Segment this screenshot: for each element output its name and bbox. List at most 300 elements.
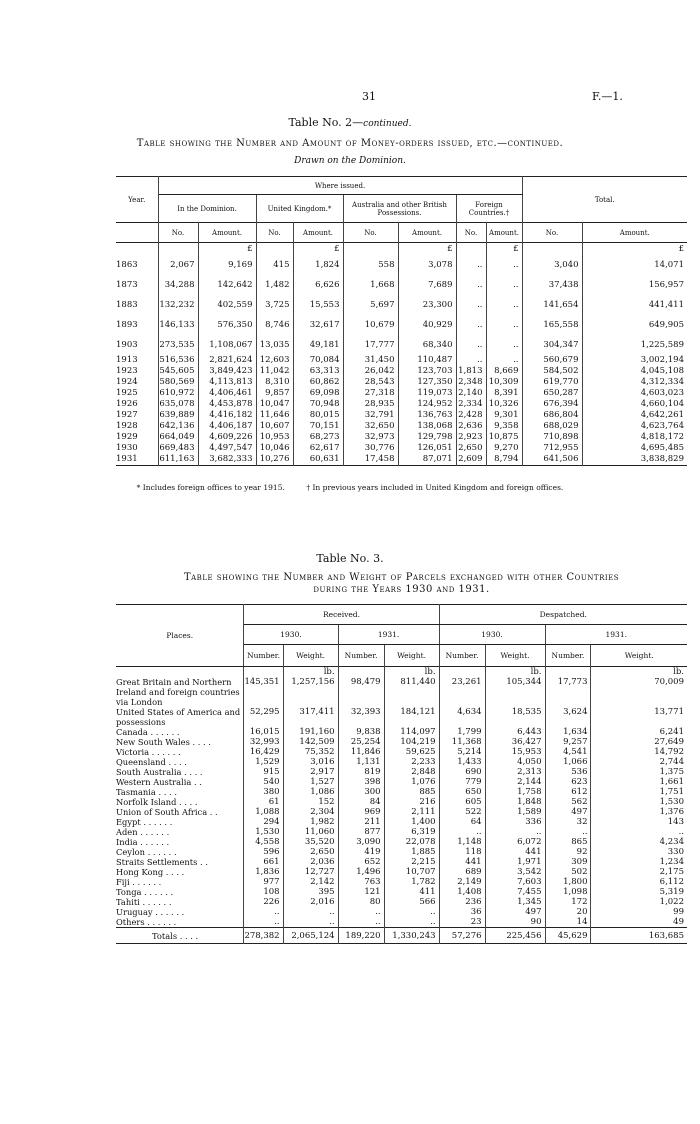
value-cell: 558 xyxy=(343,255,398,275)
value-cell: 2,348 xyxy=(456,377,486,388)
value-cell: 10,046 xyxy=(256,443,293,454)
value-cell: 62,617 xyxy=(293,443,343,454)
value-cell: 300 xyxy=(338,787,384,797)
value-cell: 7,603 xyxy=(485,877,545,887)
value-cell: 1,836 xyxy=(244,867,283,877)
value-cell: 4,642,261 xyxy=(640,410,684,420)
table-row xyxy=(116,787,687,797)
value-cell: 977 xyxy=(244,877,283,887)
table-row xyxy=(116,807,687,817)
value-cell: .. xyxy=(283,907,338,917)
uk-header: United Kingdom.* xyxy=(256,195,343,223)
value-cell: 441 xyxy=(439,857,485,867)
place-cell: Uruguay . . . . . . xyxy=(116,907,244,917)
place-cell: Canada . . . . . . xyxy=(116,727,244,737)
value-cell: 3,002,194 xyxy=(640,355,684,365)
value-cell: 612 xyxy=(545,787,591,797)
value-cell: 4,660,104 xyxy=(640,399,684,409)
pound-sign: £ xyxy=(198,243,256,255)
value-cell: 2,923 xyxy=(456,432,486,443)
value-cell: 969 xyxy=(338,807,384,817)
value-cell: 865 xyxy=(545,837,591,847)
value-cell: 1,234 xyxy=(659,857,684,867)
place-cell: Egypt . . . . . . xyxy=(116,817,244,827)
table-row xyxy=(116,877,687,887)
value-cell: 8,669 xyxy=(486,366,522,377)
value-cell: 686,804 xyxy=(522,410,582,421)
value-cell: 26,042 xyxy=(343,366,398,377)
received-1930-header: 1930. xyxy=(244,625,338,645)
value-cell: 13,771 xyxy=(654,707,684,717)
value-cell: 2,650 xyxy=(283,847,338,857)
value-cell: 1,634 xyxy=(545,727,591,737)
no-header: No. xyxy=(343,223,398,243)
value-cell: 650,287 xyxy=(522,388,582,399)
value-cell: .. xyxy=(456,335,486,355)
value-cell: 14,071 xyxy=(654,259,684,270)
section-reference: F.—1. xyxy=(592,90,623,103)
value-cell: 690 xyxy=(439,767,485,777)
value-cell: 136,763 xyxy=(398,410,456,421)
value-cell: 61 xyxy=(244,797,283,807)
value-cell: 441 xyxy=(485,847,545,857)
table-row xyxy=(116,677,687,707)
table3-subtitle xyxy=(116,572,687,596)
aus-header: Australia and other British Possessions. xyxy=(343,195,456,223)
value-cell: 23,300 xyxy=(398,295,456,315)
no-header: No. xyxy=(522,223,582,243)
value-cell: 502 xyxy=(545,867,591,877)
value-cell: .. xyxy=(485,827,545,837)
value-cell: 2,917 xyxy=(283,767,338,777)
value-cell: 411 xyxy=(384,887,439,897)
value-cell: 395 xyxy=(283,887,338,897)
value-cell: 309 xyxy=(545,857,591,867)
value-cell: 60,862 xyxy=(293,377,343,388)
value-cell: 650 xyxy=(439,787,485,797)
dominion-header: In the Dominion. xyxy=(158,195,256,223)
total-cell: 2,065,124 xyxy=(283,928,338,944)
value-cell: 1,848 xyxy=(485,797,545,807)
value-cell: 664,049 xyxy=(158,432,198,443)
value-cell: 811,440 xyxy=(384,677,439,707)
value-cell: 7,689 xyxy=(398,275,456,295)
weight-header: Weight. xyxy=(283,645,338,667)
value-cell: 2,304 xyxy=(283,807,338,817)
value-cell: 1,782 xyxy=(384,877,439,887)
table-row xyxy=(116,275,687,295)
value-cell: 1,800 xyxy=(545,877,591,887)
value-cell: 4,416,182 xyxy=(198,410,256,421)
value-cell: 191,160 xyxy=(283,727,338,737)
blank-cell xyxy=(456,243,486,255)
table-row xyxy=(116,388,687,399)
table-row xyxy=(116,377,687,388)
table-row xyxy=(116,421,687,432)
value-cell: 11,846 xyxy=(338,747,384,757)
total-cell: 278,382 xyxy=(244,928,283,944)
pound-sign: £ xyxy=(293,243,343,255)
value-cell: 4,113,813 xyxy=(198,377,256,388)
value-cell: 6,319 xyxy=(384,827,439,837)
place-cell: New South Wales . . . . xyxy=(116,737,244,747)
value-cell: 13,035 xyxy=(256,335,293,355)
value-cell: 226 xyxy=(244,897,283,907)
value-cell: 1,375 xyxy=(659,767,684,777)
value-cell: 605 xyxy=(439,797,485,807)
value-cell: 70,084 xyxy=(293,355,343,366)
amount-header: Amount. xyxy=(293,223,343,243)
value-cell: 4,045,108 xyxy=(640,366,684,376)
pound-sign: £ xyxy=(486,243,522,255)
value-cell: 10,047 xyxy=(256,399,293,410)
amount-header: Amount. xyxy=(619,228,650,237)
year-cell: 1903 xyxy=(116,335,158,355)
value-cell: 123,703 xyxy=(398,366,456,377)
value-cell: 31,450 xyxy=(343,355,398,366)
received-header: Received. xyxy=(244,605,439,625)
value-cell: 8,794 xyxy=(486,454,522,466)
value-cell: 2,650 xyxy=(456,443,486,454)
value-cell: 4,050 xyxy=(485,757,545,767)
value-cell: 8,391 xyxy=(486,388,522,399)
blank-cell xyxy=(158,243,198,255)
value-cell: 75,352 xyxy=(283,747,338,757)
value-cell: .. xyxy=(486,315,522,335)
value-cell: 90 xyxy=(485,917,545,928)
blank-cell xyxy=(343,243,398,255)
value-cell: 145,351 xyxy=(244,677,283,707)
value-cell: 580,569 xyxy=(158,377,198,388)
value-cell: 336 xyxy=(485,817,545,827)
value-cell: 596 xyxy=(244,847,283,857)
table-row xyxy=(116,857,687,867)
value-cell: 49 xyxy=(673,917,684,927)
value-cell: 70,009 xyxy=(654,677,684,687)
value-cell: 6,241 xyxy=(659,727,684,737)
value-cell: .. xyxy=(486,255,522,275)
table-row xyxy=(116,747,687,757)
value-cell: 712,955 xyxy=(522,443,582,454)
total-cell: 1,330,243 xyxy=(384,928,439,944)
value-cell: 64 xyxy=(439,817,485,827)
value-cell: 642,136 xyxy=(158,421,198,432)
place-cell: Great Britain and Northern Ireland and foreign countries via London xyxy=(116,677,244,707)
value-cell: 16,429 xyxy=(244,747,283,757)
value-cell: .. xyxy=(456,295,486,315)
value-cell: 819 xyxy=(338,767,384,777)
value-cell: 36 xyxy=(439,907,485,917)
value-cell: 80,015 xyxy=(293,410,343,421)
value-cell: 22,078 xyxy=(384,837,439,847)
value-cell: 6,443 xyxy=(485,727,545,737)
value-cell: 419 xyxy=(338,847,384,857)
value-cell: 126,051 xyxy=(398,443,456,454)
value-cell: 3,682,333 xyxy=(198,454,256,466)
table-row xyxy=(116,355,687,366)
value-cell: 11,042 xyxy=(256,366,293,377)
value-cell: 576,350 xyxy=(198,315,256,335)
place-cell: Tasmania . . . . xyxy=(116,787,244,797)
value-cell: 6,626 xyxy=(293,275,343,295)
value-cell: 10,309 xyxy=(486,377,522,388)
value-cell: 70,151 xyxy=(293,421,343,432)
number-header: Number. xyxy=(545,645,591,667)
value-cell: 63,313 xyxy=(293,366,343,377)
value-cell: 562 xyxy=(545,797,591,807)
value-cell: 10,276 xyxy=(256,454,293,466)
value-cell: 12,603 xyxy=(256,355,293,366)
value-cell: 40,929 xyxy=(398,315,456,335)
money-orders-table xyxy=(116,176,687,466)
value-cell: .. xyxy=(338,907,384,917)
value-cell: 23,261 xyxy=(439,677,485,707)
value-cell: 1,076 xyxy=(384,777,439,787)
value-cell: 14 xyxy=(545,917,591,928)
value-cell: 779 xyxy=(439,777,485,787)
value-cell: 6,112 xyxy=(659,877,684,887)
value-cell: 2,609 xyxy=(456,454,486,466)
year-cell: 1873 xyxy=(116,275,158,295)
value-cell: 1,433 xyxy=(439,757,485,767)
total-cell: 225,456 xyxy=(485,928,545,944)
value-cell: 9,857 xyxy=(256,388,293,399)
value-cell: 1,148 xyxy=(439,837,485,847)
value-cell: 4,818,172 xyxy=(640,432,684,442)
year-cell: 1931 xyxy=(116,454,158,466)
value-cell: 84 xyxy=(338,797,384,807)
value-cell: 4,497,547 xyxy=(198,443,256,454)
weight-header: Weight. xyxy=(624,651,654,660)
value-cell: 5,214 xyxy=(439,747,485,757)
value-cell: 641,506 xyxy=(522,454,582,466)
value-cell: 32,973 xyxy=(343,432,398,443)
value-cell: 3,040 xyxy=(522,255,582,275)
place-cell: Ceylon . . . . . . xyxy=(116,847,244,857)
value-cell: 1,400 xyxy=(384,817,439,827)
value-cell: 11,368 xyxy=(439,737,485,747)
totals-label: Totals . . . . xyxy=(116,928,244,944)
weight-header: Weight. xyxy=(384,645,439,667)
value-cell: 566 xyxy=(384,897,439,907)
blank-cell xyxy=(244,667,283,678)
value-cell: 1,824 xyxy=(293,255,343,275)
value-cell: 142,642 xyxy=(198,275,256,295)
value-cell: 7,455 xyxy=(485,887,545,897)
no-header: No. xyxy=(158,223,198,243)
table-row xyxy=(116,867,687,877)
table3-subtitle-line1: Table showing the Number and Weight of Parcels exchanged with other Countries xyxy=(183,572,620,583)
value-cell: 2,636 xyxy=(456,421,486,432)
value-cell: 10,875 xyxy=(486,432,522,443)
place-cell: India . . . . . . xyxy=(116,837,244,847)
value-cell: .. xyxy=(486,275,522,295)
value-cell: 2,067 xyxy=(158,255,198,275)
despatched-header: Despatched. xyxy=(439,605,687,625)
value-cell: 497 xyxy=(545,807,591,817)
amount-header: Amount. xyxy=(198,223,256,243)
place-cell: Tonga . . . . . . xyxy=(116,887,244,897)
value-cell: 216 xyxy=(384,797,439,807)
value-cell: 165,558 xyxy=(522,315,582,335)
value-cell: 497 xyxy=(485,907,545,917)
value-cell: 1,376 xyxy=(659,807,684,817)
value-cell: 152 xyxy=(283,797,338,807)
value-cell: 2,175 xyxy=(659,867,684,877)
value-cell: 142,509 xyxy=(283,737,338,747)
value-cell: 4,623,764 xyxy=(640,421,684,431)
table-row xyxy=(116,797,687,807)
place-cell: United States of America and possessions xyxy=(116,707,244,727)
no-header: No. xyxy=(456,223,486,243)
value-cell: 8,310 xyxy=(256,377,293,388)
number-header: Number. xyxy=(244,645,283,667)
value-cell: 4,312,334 xyxy=(640,377,684,387)
value-cell: .. xyxy=(486,355,522,366)
value-cell: 2,744 xyxy=(659,757,684,767)
value-cell: 32,393 xyxy=(338,707,384,727)
value-cell: 9,270 xyxy=(486,443,522,454)
value-cell: 1,530 xyxy=(244,827,283,837)
total-cell: 45,629 xyxy=(545,928,591,944)
value-cell: 1,982 xyxy=(283,817,338,827)
table2-title xyxy=(0,116,700,129)
value-cell: 9,358 xyxy=(486,421,522,432)
value-cell: 5,319 xyxy=(659,887,684,897)
table-row xyxy=(116,366,687,377)
table-row xyxy=(116,827,687,837)
table2-footnotes xyxy=(0,483,700,492)
value-cell: 32,993 xyxy=(244,737,283,747)
place-cell: Union of South Africa . . xyxy=(116,807,244,817)
currency-row xyxy=(116,243,687,255)
value-cell: 10,707 xyxy=(384,867,439,877)
value-cell: 1,496 xyxy=(338,867,384,877)
value-cell: 1,345 xyxy=(485,897,545,907)
table-row xyxy=(116,454,687,466)
amount-header: Amount. xyxy=(486,223,522,243)
value-cell: 545,605 xyxy=(158,366,198,377)
year-cell: 1929 xyxy=(116,432,158,443)
place-cell: Norfolk Island . . . . xyxy=(116,797,244,807)
total-cell: 189,220 xyxy=(338,928,384,944)
value-cell: 415 xyxy=(256,255,293,275)
table-row xyxy=(116,767,687,777)
blank-cell xyxy=(256,243,293,255)
col-year-header: Year. xyxy=(116,177,158,223)
year-cell: 1928 xyxy=(116,421,158,432)
value-cell: 132,232 xyxy=(158,295,198,315)
value-cell: 10,607 xyxy=(256,421,293,432)
table-row xyxy=(116,399,687,410)
value-cell: 661 xyxy=(244,857,283,867)
value-cell: 211 xyxy=(338,817,384,827)
value-cell: 1,971 xyxy=(485,857,545,867)
value-cell: 23 xyxy=(439,917,485,928)
unit-label: lb. xyxy=(283,667,338,678)
year-cell: 1913 xyxy=(116,355,158,366)
year-cell: 1930 xyxy=(116,443,158,454)
value-cell: 110,487 xyxy=(398,355,456,366)
blank-cell xyxy=(522,243,582,255)
value-cell: 4,558 xyxy=(244,837,283,847)
value-cell: 127,350 xyxy=(398,377,456,388)
table2-title-main: Table No. 2— xyxy=(288,116,364,129)
value-cell: 37,438 xyxy=(522,275,582,295)
value-cell: 36,427 xyxy=(485,737,545,747)
value-cell: 16,015 xyxy=(244,727,283,737)
value-cell: 1,758 xyxy=(485,787,545,797)
value-cell: 30,776 xyxy=(343,443,398,454)
value-cell: 1,530 xyxy=(659,797,684,807)
value-cell: 1,527 xyxy=(283,777,338,787)
value-cell: 649,905 xyxy=(648,319,684,330)
value-cell: 3,542 xyxy=(485,867,545,877)
value-cell: 121 xyxy=(338,887,384,897)
place-cell: Western Australia . . xyxy=(116,777,244,787)
value-cell: 5,697 xyxy=(343,295,398,315)
value-cell: 3,849,423 xyxy=(198,366,256,377)
value-cell: .. xyxy=(456,255,486,275)
year-cell: 1893 xyxy=(116,315,158,335)
value-cell: 1,751 xyxy=(659,787,684,797)
value-cell: 635,078 xyxy=(158,399,198,410)
year-cell: 1924 xyxy=(116,377,158,388)
value-cell: 92 xyxy=(545,847,591,857)
value-cell: .. xyxy=(456,355,486,366)
value-cell: 398 xyxy=(338,777,384,787)
value-cell: 560,679 xyxy=(522,355,582,366)
value-cell: 4,453,878 xyxy=(198,399,256,410)
value-cell: 4,603,023 xyxy=(640,388,684,398)
value-cell: .. xyxy=(439,827,485,837)
value-cell: 3,725 xyxy=(256,295,293,315)
value-cell: 18,535 xyxy=(485,707,545,727)
table-row xyxy=(116,847,687,857)
table-row xyxy=(116,897,687,907)
number-header: Number. xyxy=(338,645,384,667)
value-cell: 1,088 xyxy=(244,807,283,817)
table2-drawn-on: Drawn on the Dominion. xyxy=(294,156,406,166)
where-issued-header: Where issued. xyxy=(158,177,522,195)
value-cell: 2,428 xyxy=(456,410,486,421)
year-cell: 1923 xyxy=(116,366,158,377)
value-cell: 11,646 xyxy=(256,410,293,421)
table-row xyxy=(116,432,687,443)
value-cell: 59,625 xyxy=(384,747,439,757)
value-cell: 9,301 xyxy=(486,410,522,421)
value-cell: 2,821,624 xyxy=(198,355,256,366)
blank-cell xyxy=(338,667,384,678)
blank-cell xyxy=(545,667,591,678)
value-cell: 4,406,461 xyxy=(198,388,256,399)
value-cell: 87,071 xyxy=(398,454,456,466)
year-cell: 1925 xyxy=(116,388,158,399)
value-cell: 2,334 xyxy=(456,399,486,410)
value-cell: 9,257 xyxy=(545,737,591,747)
place-cell: Queensland . . . . xyxy=(116,757,244,767)
place-cell: Victoria . . . . . . xyxy=(116,747,244,757)
value-cell: 2,313 xyxy=(485,767,545,777)
value-cell: 27,649 xyxy=(654,737,684,747)
value-cell: 688,029 xyxy=(522,421,582,432)
value-cell: 138,068 xyxy=(398,421,456,432)
value-cell: 2,016 xyxy=(283,897,338,907)
value-cell: 689 xyxy=(439,867,485,877)
value-cell: .. xyxy=(244,907,283,917)
value-cell: 1,661 xyxy=(659,777,684,787)
value-cell: 1,589 xyxy=(485,807,545,817)
